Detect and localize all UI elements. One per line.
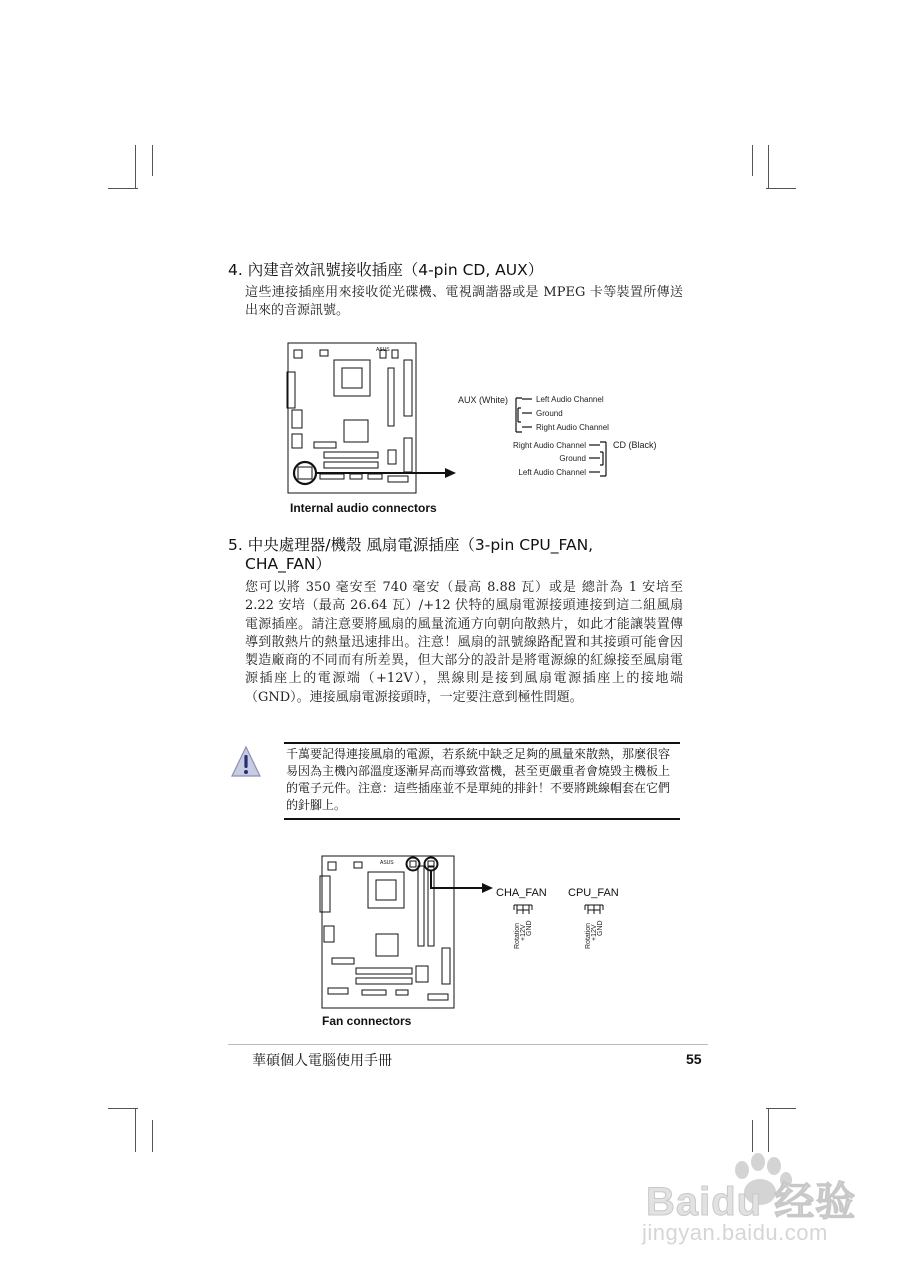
cpu-pin-12v: +12V [591, 924, 598, 941]
aux-connector-symbol [516, 398, 532, 432]
motherboard-outline [320, 856, 454, 1008]
section-4-title: 4. 內建音效訊號接收插座（4-pin CD, AUX） [228, 261, 544, 279]
cpu-fan-symbol [585, 905, 603, 914]
cpu-pin-rotation: Rotation [585, 922, 592, 949]
footer-rule [228, 1044, 708, 1045]
cd-connector-symbol [589, 442, 606, 476]
cha-pin-12v: +12V [520, 924, 527, 941]
connector-highlight-circle [294, 462, 316, 484]
cpu-fan-label: CPU_FAN [568, 887, 619, 899]
cd-pin-2: Ground [559, 454, 586, 463]
section-5-title-line2: CHA_FAN） [245, 555, 332, 573]
section-5-title-line1: 5. 中央處理器/機殼 風扇電源插座（3-pin CPU_FAN, [228, 536, 594, 554]
page-number: 55 [686, 1051, 702, 1067]
motherboard-outline [287, 343, 416, 493]
board-brand: ASUS [376, 347, 390, 353]
cd-label: CD (Black) [613, 440, 657, 450]
warning-text: 千萬要記得連接風扇的電源，若系統中缺乏足夠的風量來散熱，那麼很容易因為主機內部溫度逐漸昇高而導致當機，甚至更嚴重者會燒毀主機板上的電子元件。注意：這些插座並不是單純的排針！不要將跳線帽套在它們的針腳上。 [286, 747, 671, 812]
cha-fan-symbol [514, 905, 532, 914]
watermark-url: jingyan.baidu.com [642, 1220, 828, 1245]
fan-connectors-diagram [310, 848, 650, 1018]
cd-pin-1: Right Audio Channel [513, 441, 586, 450]
cd-pin-3: Left Audio Channel [518, 468, 586, 477]
warning-icon [230, 744, 262, 784]
cpu-pin-gnd: GND [597, 920, 604, 936]
cha-pin-rotation: Rotation [514, 922, 521, 949]
fan-diagram-caption: Fan connectors [322, 1014, 412, 1028]
aux-label: AUX (White) [458, 395, 509, 405]
aux-pin-1: Left Audio Channel [536, 395, 604, 404]
section-4-body: 這些連接插座用來接收從光碟機、電視調諧器或是 MPEG 卡等裝置所傳送出來的音源訊號。 [245, 285, 683, 319]
cha-fan-highlight [407, 858, 420, 871]
pointer-arrow [431, 870, 482, 888]
watermark-logo: Baidu 经验 [646, 1180, 857, 1224]
board-brand: ASUS [380, 860, 394, 866]
audio-connectors-diagram [280, 338, 680, 520]
cha-fan-label: CHA_FAN [496, 887, 547, 899]
cpu-fan-highlight [425, 858, 438, 871]
section-5-body: 您可以將 350 毫安至 740 毫安（最高 8.88 瓦）或是 總計為 1 安培至 2.22 安培（最高 26.64 瓦）/+12 伏特的風扇電源接頭連接到這二組風扇電源插座。請注意要將風扇的風量流通方向朝向散熱片，如此才能讓裝置傳導到散熱片的熱量迅速排出。注意！風扇的訊號線路配置和其接頭可能會因製造廠商的不同而有所差異，但大部分的設計是將電源線的紅線接至風扇電源插座上的電源端（+12V），黑線則是接到風扇電源插座上的接地端（GND）。連接風扇電源接頭時，一定要注意到極性問題。 [245, 580, 683, 705]
audio-diagram-caption: Internal audio connectors [290, 501, 437, 515]
aux-pin-3: Right Audio Channel [536, 423, 609, 432]
baidu-watermark [640, 1148, 890, 1258]
aux-pin-2: Ground [536, 409, 563, 418]
footer-title: 華碩個人電腦使用手冊 [252, 1053, 392, 1069]
cha-pin-gnd: GND [526, 920, 533, 936]
